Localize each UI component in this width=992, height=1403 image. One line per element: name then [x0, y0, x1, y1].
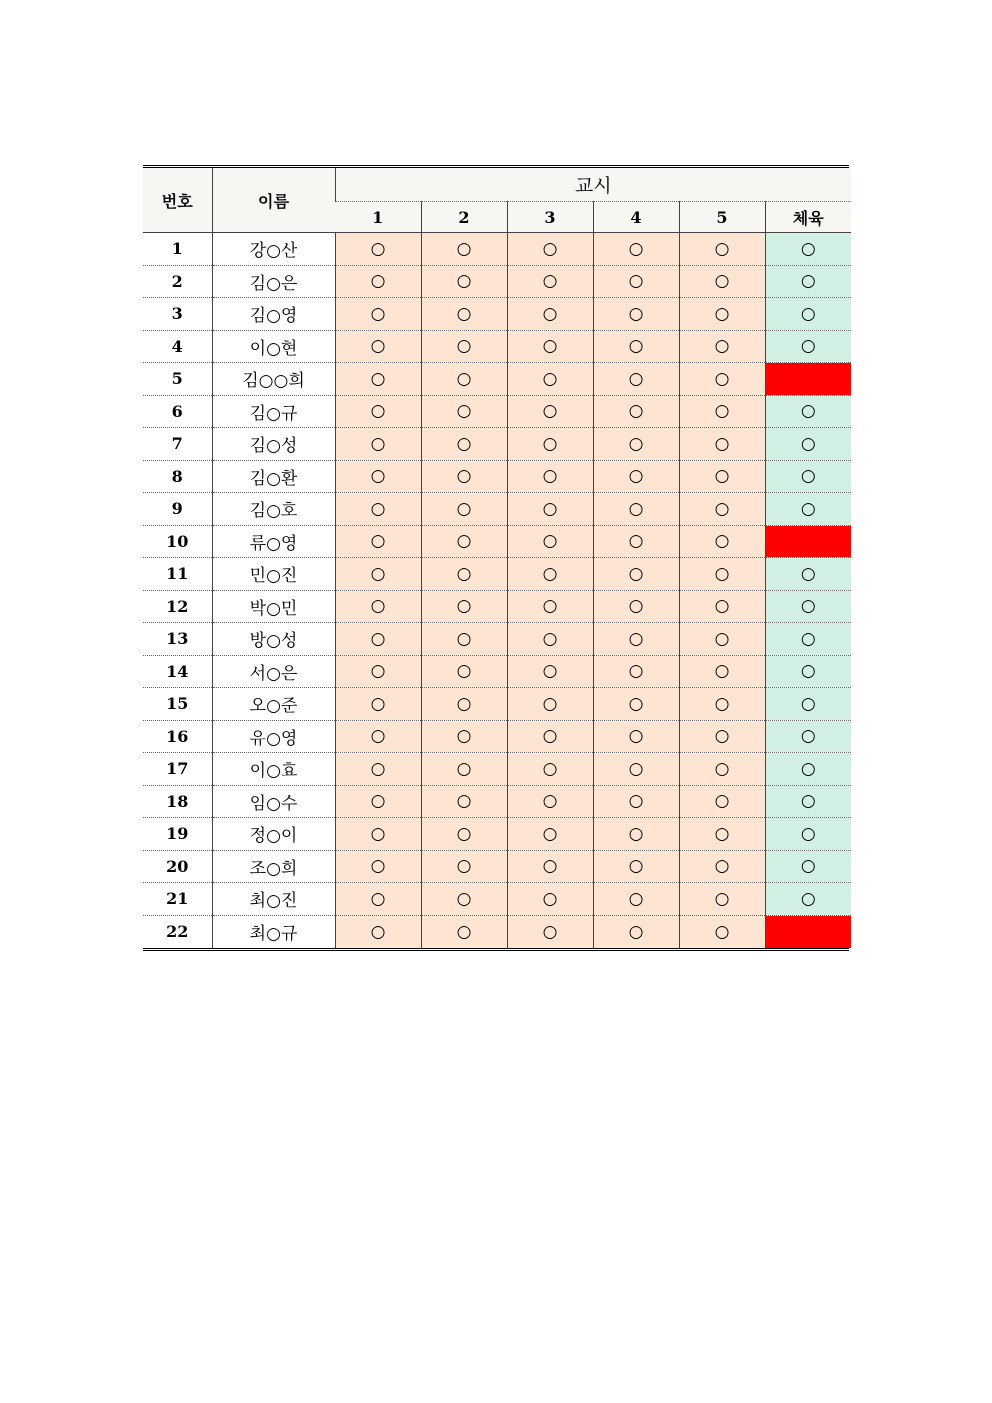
student-name: 강○산 — [212, 233, 335, 266]
period-2-mark: ○ — [421, 883, 507, 916]
period-2-mark: ○ — [421, 558, 507, 591]
student-number: 21 — [143, 883, 212, 916]
header-name: 이름 — [212, 168, 335, 233]
period-2-mark: ○ — [421, 850, 507, 883]
period-3-mark: ○ — [507, 460, 593, 493]
student-name: 이○현 — [212, 330, 335, 363]
period-4-mark: ○ — [593, 915, 679, 948]
period-4-mark: ○ — [593, 428, 679, 461]
period-1-mark: ○ — [335, 753, 421, 786]
student-name: 김○규 — [212, 395, 335, 428]
table-row — [143, 525, 851, 558]
pe-mark: ○ — [765, 818, 851, 851]
period-5-mark: ○ — [679, 720, 765, 753]
period-2-mark: ○ — [421, 428, 507, 461]
attendance-sheet — [143, 165, 849, 951]
period-3-mark: ○ — [507, 265, 593, 298]
period-4-mark: ○ — [593, 525, 679, 558]
student-name: 류○영 — [212, 525, 335, 558]
student-number: 6 — [143, 395, 212, 428]
period-4-mark: ○ — [593, 233, 679, 266]
period-1-mark: ○ — [335, 233, 421, 266]
period-3-mark: ○ — [507, 298, 593, 331]
student-number: 7 — [143, 428, 212, 461]
period-1-mark: ○ — [335, 298, 421, 331]
pe-mark: ○ — [765, 688, 851, 721]
student-number: 1 — [143, 233, 212, 266]
table-row — [143, 233, 851, 266]
period-5-mark: ○ — [679, 590, 765, 623]
table-row — [143, 265, 851, 298]
period-2-mark: ○ — [421, 655, 507, 688]
student-number: 17 — [143, 753, 212, 786]
period-5-mark: ○ — [679, 298, 765, 331]
period-4-mark: ○ — [593, 850, 679, 883]
period-5-mark: ○ — [679, 623, 765, 656]
period-3-mark: ○ — [507, 428, 593, 461]
table-row — [143, 558, 851, 591]
period-1-mark: ○ — [335, 785, 421, 818]
table-row — [143, 330, 851, 363]
period-1-mark: ○ — [335, 590, 421, 623]
table-header — [143, 168, 851, 233]
period-2-mark: ○ — [421, 298, 507, 331]
header-period-3: 3 — [507, 202, 593, 233]
period-5-mark: ○ — [679, 395, 765, 428]
period-3-mark: ○ — [507, 753, 593, 786]
table-row — [143, 883, 851, 916]
period-3-mark: ○ — [507, 590, 593, 623]
period-2-mark: ○ — [421, 590, 507, 623]
period-3-mark: ○ — [507, 720, 593, 753]
period-5-mark: ○ — [679, 330, 765, 363]
period-5-mark: ○ — [679, 558, 765, 591]
period-4-mark: ○ — [593, 298, 679, 331]
period-1-mark: ○ — [335, 363, 421, 396]
student-number: 16 — [143, 720, 212, 753]
pe-mark: ○ — [765, 720, 851, 753]
student-name: 이○효 — [212, 753, 335, 786]
table-row — [143, 428, 851, 461]
student-name: 김○○희 — [212, 363, 335, 396]
student-number: 18 — [143, 785, 212, 818]
student-name: 민○진 — [212, 558, 335, 591]
period-2-mark: ○ — [421, 265, 507, 298]
period-1-mark: ○ — [335, 915, 421, 948]
pe-mark: ○ — [765, 623, 851, 656]
period-4-mark: ○ — [593, 558, 679, 591]
student-number: 8 — [143, 460, 212, 493]
table-row — [143, 655, 851, 688]
student-name: 서○은 — [212, 655, 335, 688]
period-2-mark: ○ — [421, 363, 507, 396]
pe-mark: ○ — [765, 460, 851, 493]
period-1-mark: ○ — [335, 688, 421, 721]
period-3-mark: ○ — [507, 785, 593, 818]
table-row — [143, 688, 851, 721]
student-number: 4 — [143, 330, 212, 363]
table-row — [143, 395, 851, 428]
table-row — [143, 818, 851, 851]
period-3-mark: ○ — [507, 395, 593, 428]
student-number: 10 — [143, 525, 212, 558]
table-row — [143, 720, 851, 753]
period-1-mark: ○ — [335, 428, 421, 461]
period-2-mark: ○ — [421, 818, 507, 851]
period-1-mark: ○ — [335, 883, 421, 916]
pe-mark: ○ — [765, 785, 851, 818]
period-1-mark: ○ — [335, 460, 421, 493]
period-5-mark: ○ — [679, 785, 765, 818]
period-5-mark: ○ — [679, 460, 765, 493]
period-2-mark: ○ — [421, 688, 507, 721]
header-period-1: 1 — [335, 202, 421, 233]
pe-mark: ○ — [765, 883, 851, 916]
period-3-mark: ○ — [507, 525, 593, 558]
period-4-mark: ○ — [593, 330, 679, 363]
pe-mark: ○ — [765, 493, 851, 526]
period-2-mark: ○ — [421, 395, 507, 428]
student-name: 정○이 — [212, 818, 335, 851]
student-name: 김○성 — [212, 428, 335, 461]
student-number: 15 — [143, 688, 212, 721]
table-row — [143, 850, 851, 883]
period-3-mark: ○ — [507, 233, 593, 266]
period-3-mark: ○ — [507, 818, 593, 851]
period-2-mark: ○ — [421, 233, 507, 266]
student-name: 유○영 — [212, 720, 335, 753]
student-number: 20 — [143, 850, 212, 883]
pe-mark: ○ — [765, 298, 851, 331]
header-number: 번호 — [143, 168, 212, 233]
period-5-mark: ○ — [679, 883, 765, 916]
period-2-mark: ○ — [421, 915, 507, 948]
period-5-mark: ○ — [679, 688, 765, 721]
pe-absent-cell — [765, 915, 851, 948]
pe-mark: ○ — [765, 395, 851, 428]
period-1-mark: ○ — [335, 330, 421, 363]
period-5-mark: ○ — [679, 233, 765, 266]
period-3-mark: ○ — [507, 623, 593, 656]
period-4-mark: ○ — [593, 395, 679, 428]
table-row — [143, 753, 851, 786]
student-name: 김○호 — [212, 493, 335, 526]
period-4-mark: ○ — [593, 883, 679, 916]
student-name: 조○희 — [212, 850, 335, 883]
attendance-table — [143, 168, 851, 948]
header-pe: 체육 — [765, 202, 851, 233]
table-row — [143, 298, 851, 331]
period-2-mark: ○ — [421, 753, 507, 786]
period-3-mark: ○ — [507, 363, 593, 396]
student-number: 22 — [143, 915, 212, 948]
period-2-mark: ○ — [421, 720, 507, 753]
student-name: 김○영 — [212, 298, 335, 331]
pe-absent-cell — [765, 363, 851, 396]
period-5-mark: ○ — [679, 363, 765, 396]
pe-mark: ○ — [765, 753, 851, 786]
pe-mark: ○ — [765, 590, 851, 623]
period-5-mark: ○ — [679, 850, 765, 883]
student-number: 12 — [143, 590, 212, 623]
period-1-mark: ○ — [335, 525, 421, 558]
student-number: 2 — [143, 265, 212, 298]
period-4-mark: ○ — [593, 753, 679, 786]
pe-absent-cell — [765, 525, 851, 558]
period-5-mark: ○ — [679, 915, 765, 948]
period-4-mark: ○ — [593, 590, 679, 623]
student-number: 19 — [143, 818, 212, 851]
student-number: 3 — [143, 298, 212, 331]
period-3-mark: ○ — [507, 688, 593, 721]
period-5-mark: ○ — [679, 428, 765, 461]
header-period-4: 4 — [593, 202, 679, 233]
period-1-mark: ○ — [335, 818, 421, 851]
period-5-mark: ○ — [679, 493, 765, 526]
period-1-mark: ○ — [335, 850, 421, 883]
period-2-mark: ○ — [421, 525, 507, 558]
table-row — [143, 785, 851, 818]
period-2-mark: ○ — [421, 623, 507, 656]
header-period-2: 2 — [421, 202, 507, 233]
period-2-mark: ○ — [421, 460, 507, 493]
student-name: 방○성 — [212, 623, 335, 656]
pe-mark: ○ — [765, 233, 851, 266]
student-number: 9 — [143, 493, 212, 526]
pe-mark: ○ — [765, 850, 851, 883]
pe-mark: ○ — [765, 330, 851, 363]
pe-mark: ○ — [765, 655, 851, 688]
period-4-mark: ○ — [593, 720, 679, 753]
period-1-mark: ○ — [335, 655, 421, 688]
pe-mark: ○ — [765, 558, 851, 591]
period-4-mark: ○ — [593, 688, 679, 721]
period-3-mark: ○ — [507, 493, 593, 526]
student-name: 오○준 — [212, 688, 335, 721]
student-name: 최○진 — [212, 883, 335, 916]
period-4-mark: ○ — [593, 818, 679, 851]
period-1-mark: ○ — [335, 395, 421, 428]
student-name: 김○은 — [212, 265, 335, 298]
table-body — [143, 233, 851, 948]
period-5-mark: ○ — [679, 265, 765, 298]
period-3-mark: ○ — [507, 883, 593, 916]
period-3-mark: ○ — [507, 915, 593, 948]
student-name: 박○민 — [212, 590, 335, 623]
table-row — [143, 590, 851, 623]
period-4-mark: ○ — [593, 265, 679, 298]
period-2-mark: ○ — [421, 493, 507, 526]
period-1-mark: ○ — [335, 558, 421, 591]
period-3-mark: ○ — [507, 558, 593, 591]
table-row — [143, 460, 851, 493]
period-3-mark: ○ — [507, 850, 593, 883]
period-2-mark: ○ — [421, 330, 507, 363]
student-name: 김○환 — [212, 460, 335, 493]
period-4-mark: ○ — [593, 363, 679, 396]
pe-mark: ○ — [765, 428, 851, 461]
period-4-mark: ○ — [593, 785, 679, 818]
period-1-mark: ○ — [335, 265, 421, 298]
header-period-5: 5 — [679, 202, 765, 233]
table-row — [143, 363, 851, 396]
period-5-mark: ○ — [679, 525, 765, 558]
period-3-mark: ○ — [507, 655, 593, 688]
period-4-mark: ○ — [593, 493, 679, 526]
student-name: 임○수 — [212, 785, 335, 818]
table-row — [143, 915, 851, 948]
pe-mark: ○ — [765, 265, 851, 298]
period-4-mark: ○ — [593, 460, 679, 493]
student-number: 5 — [143, 363, 212, 396]
period-5-mark: ○ — [679, 818, 765, 851]
student-number: 14 — [143, 655, 212, 688]
period-3-mark: ○ — [507, 330, 593, 363]
period-1-mark: ○ — [335, 623, 421, 656]
student-number: 11 — [143, 558, 212, 591]
period-4-mark: ○ — [593, 655, 679, 688]
header-period-group: 교시 — [335, 168, 851, 202]
period-2-mark: ○ — [421, 785, 507, 818]
student-name: 최○규 — [212, 915, 335, 948]
table-row — [143, 623, 851, 656]
period-4-mark: ○ — [593, 623, 679, 656]
period-1-mark: ○ — [335, 493, 421, 526]
period-1-mark: ○ — [335, 720, 421, 753]
period-5-mark: ○ — [679, 655, 765, 688]
student-number: 13 — [143, 623, 212, 656]
table-row — [143, 493, 851, 526]
period-5-mark: ○ — [679, 753, 765, 786]
